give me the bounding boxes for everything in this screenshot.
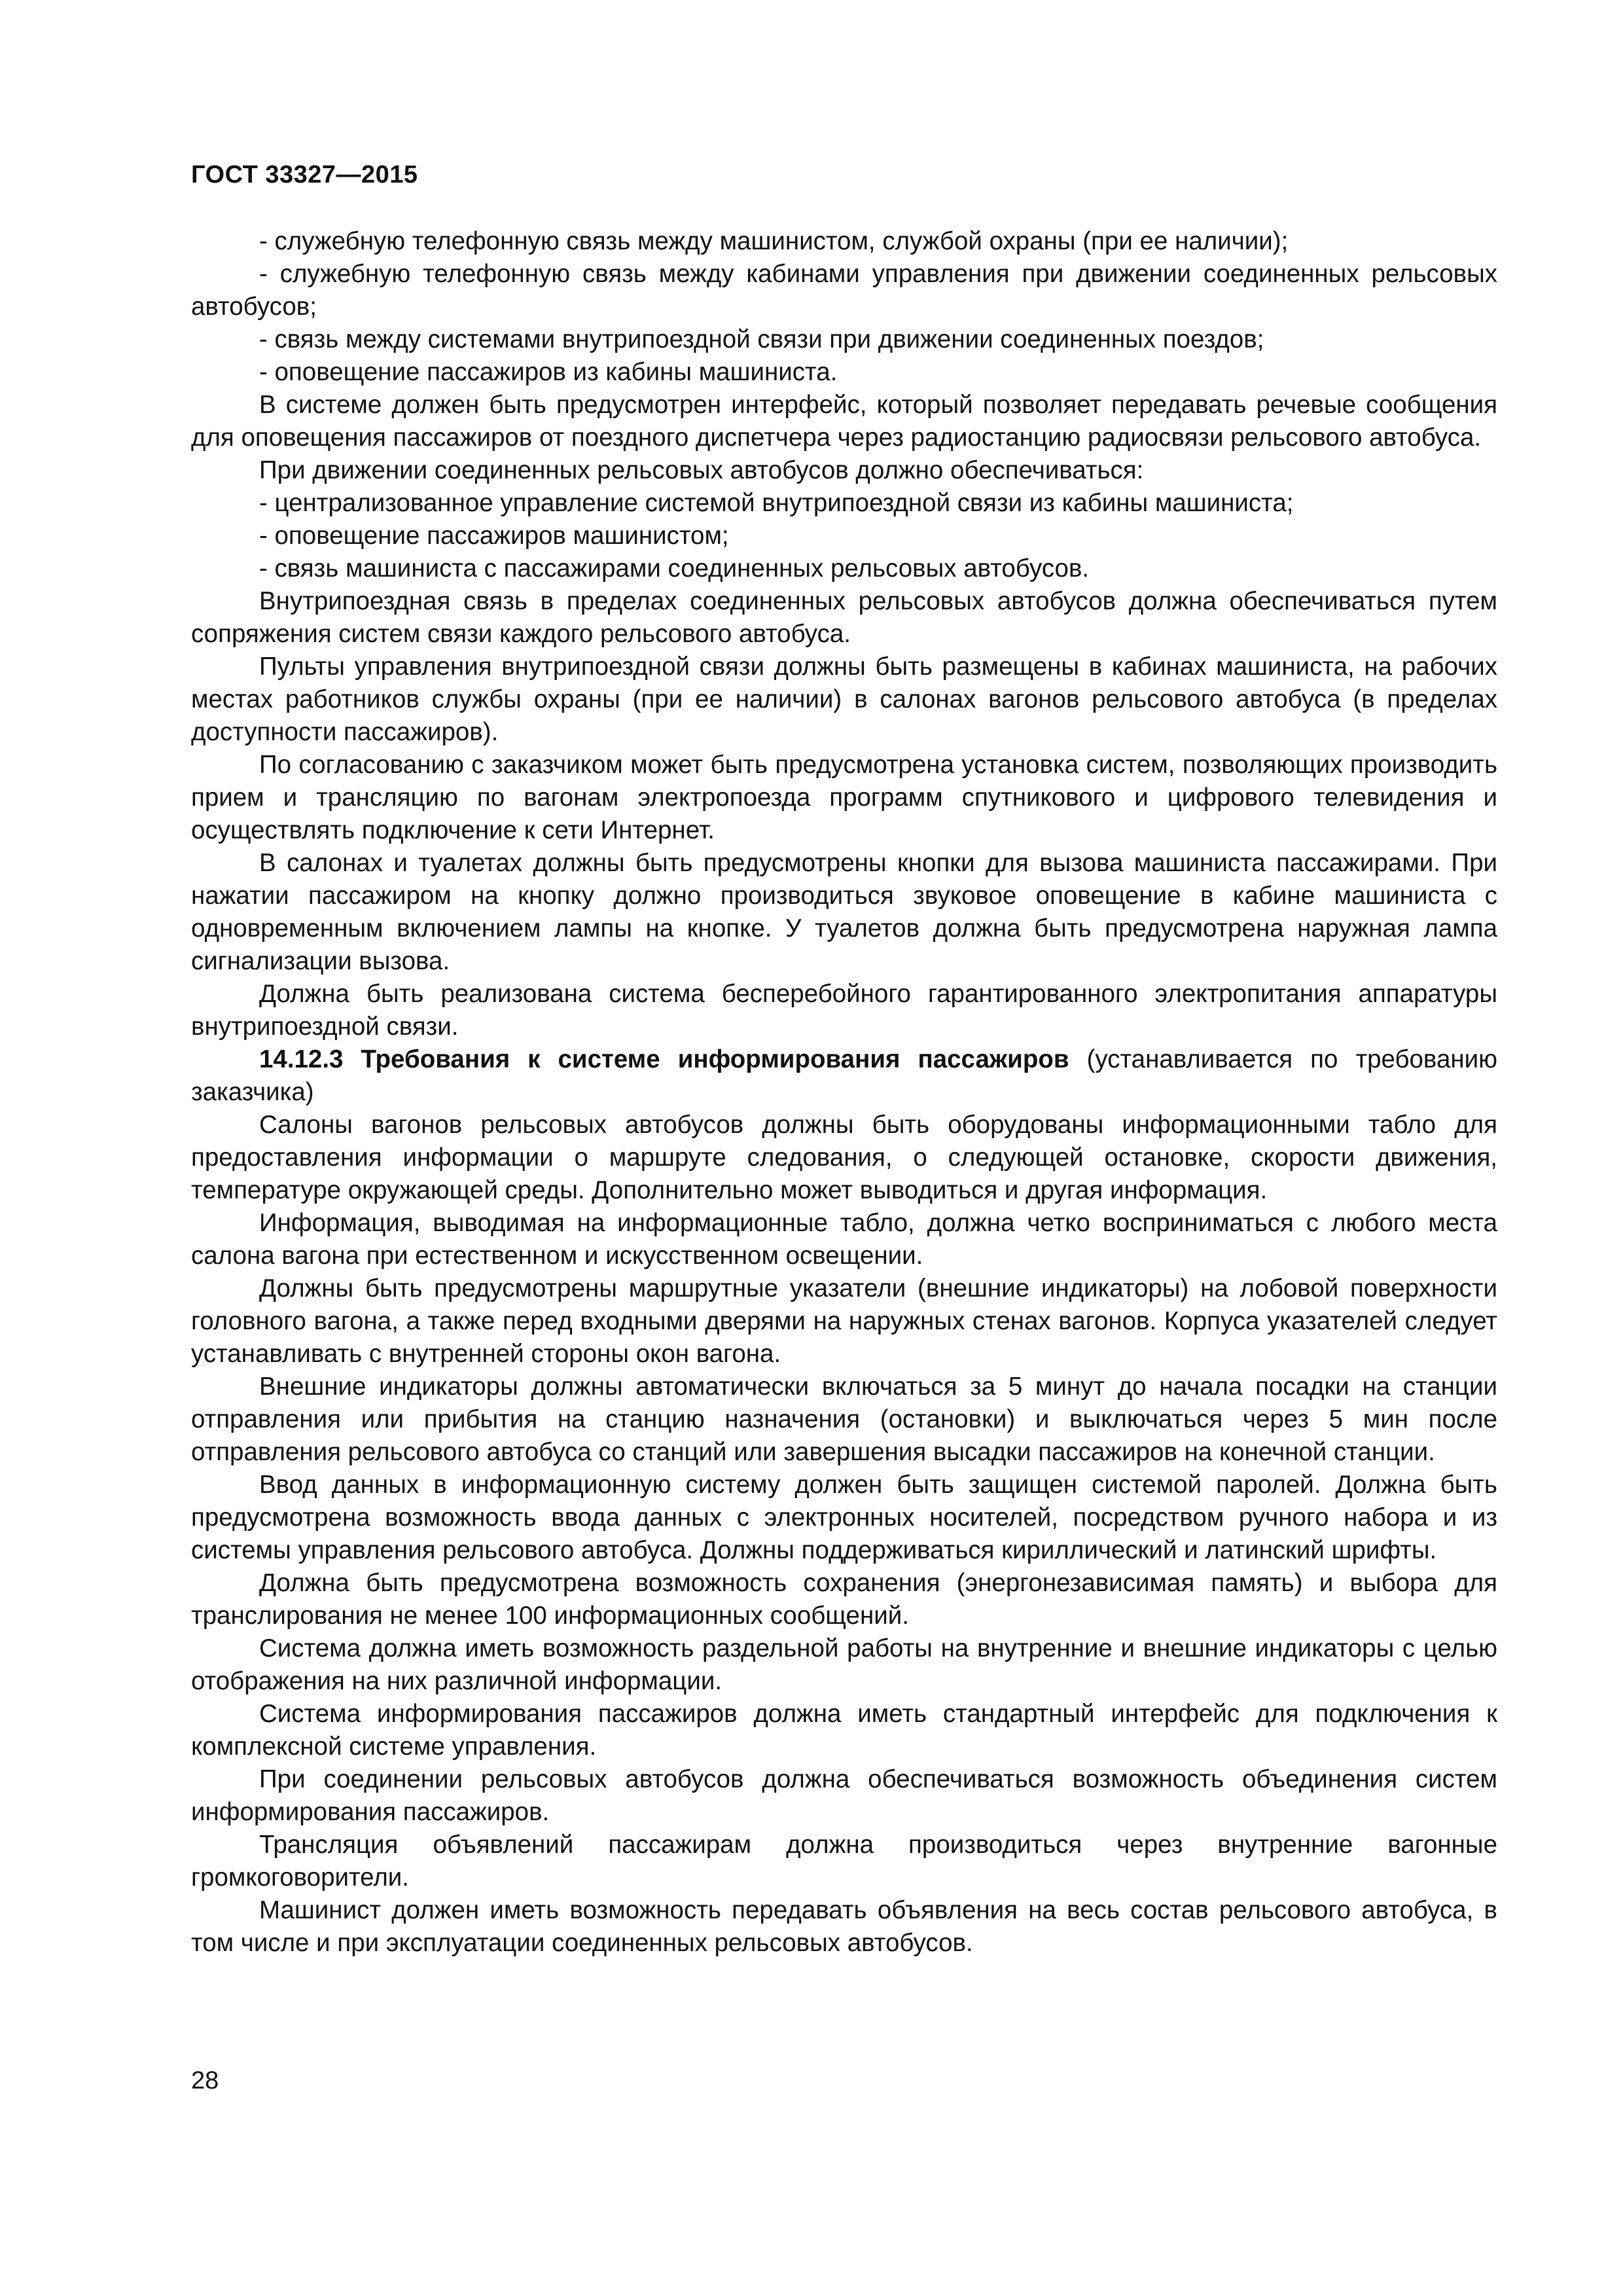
paragraph: При движении соединенных рельсовых автобусов должно обеспечиваться:: [259, 456, 1144, 484]
section-number: 14.12.3: [259, 1045, 344, 1073]
list-item: - централизованное управление системой внутрипоездной связи из кабины машиниста;: [259, 489, 1294, 517]
page-number: 28: [191, 2067, 219, 2094]
paragraph: Ввод данных в информационную систему должен быть защищен системой паролей. Должна быть предусмотрена возможность ввода данных с электронных носителей, посредством ручного набора и из системы управления рельсового автобуса. Должны поддерживаться кириллический и латинский шрифты.: [191, 1471, 1497, 1564]
section-title: Требования к системе информирования пассажиров: [361, 1045, 1069, 1073]
paragraph: Должна быть предусмотрена возможность сохранения (энергонезависимая память) и выбора для транслирования не менее 100 информационных сообщений.: [191, 1569, 1497, 1630]
section-note: (устанавливается по требованию заказчика): [191, 1045, 1498, 1106]
paragraph: Система информирования пассажиров должна иметь стандартный интерфейс для подключения к комплексной системе управления.: [191, 1700, 1497, 1761]
list-item: - связь между системами внутрипоездной связи при движении соединенных поездов;: [259, 325, 1264, 353]
list-item: - оповещение пассажиров из кабины машиниста.: [259, 358, 838, 386]
document-body: [191, 225, 1497, 1960]
paragraph: Должна быть реализована система бесперебойного гарантированного электропитания аппаратуры внутрипоездной связи.: [191, 980, 1497, 1041]
paragraph: Салоны вагонов рельсовых автобусов должны быть оборудованы информационными табло для предоставления информации о маршруте следования, о следующей остановке, скорости движения, температуре окружающей среды. Дополнительно может выводиться и другая информация.: [191, 1111, 1497, 1204]
paragraph: Пульты управления внутрипоездной связи должны быть размещены в кабинах машиниста, на рабочих местах работников службы охраны (при ее наличии) в салонах вагонов рельсового автобуса (в пределах доступности пассажиров).: [191, 653, 1497, 746]
list-item: - служебную телефонную связь между кабинами управления при движении соединенных рельсовых автобусов;: [191, 260, 1497, 321]
paragraph: Должны быть предусмотрены маршрутные указатели (внешние индикаторы) на лобовой поверхности головного вагона, а также перед входными дверями на наружных стенах вагонов. Корпуса указателей следует устанавливать с внутренней стороны окон вагона.: [191, 1274, 1497, 1368]
paragraph: Внутрипоездная связь в пределах соединенных рельсовых автобусов должна обеспечиваться путем сопряжения систем связи каждого рельсового автобуса.: [191, 587, 1497, 648]
list-item: - служебную телефонную связь между машинистом, службой охраны (при ее наличии);: [259, 227, 1289, 255]
paragraph: Информация, выводимая на информационные табло, должна четко восприниматься с любого места салона вагона при естественном и искусственном освещении.: [191, 1209, 1497, 1270]
paragraph: Машинист должен иметь возможность передавать объявления на весь состав рельсового автобуса, в том числе и при эксплуатации соединенных рельсовых автобусов.: [191, 1896, 1497, 1957]
paragraph: В салонах и туалетах должны быть предусмотрены кнопки для вызова машиниста пассажирами. При нажатии пассажиром на кнопку должно производиться звуковое оповещение в кабине машиниста с одновременным включением лампы на кнопке. У туалетов должна быть предусмотрена наружная лампа сигнализации вызова.: [191, 849, 1497, 975]
paragraph: По согласованию с заказчиком может быть предусмотрена установка систем, позволяющих производить прием и трансляцию по вагонам электропоезда программ спутникового и цифрового телевидения и осуществлять подключение к сети Интернет.: [191, 751, 1497, 844]
paragraph: Внешние индикаторы должны автоматически включаться за 5 минут до начала посадки на станции отправления или прибытия на станцию назначения (остановки) и выключаться через 5 мин после отправления рельсового автобуса со станций или завершения высадки пассажиров на конечной станции.: [191, 1372, 1497, 1466]
paragraph: В системе должен быть предусмотрен интерфейс, который позволяет передавать речевые сообщения для оповещения пассажиров от поездного диспетчера через радиостанцию радиосвязи рельсового автобуса.: [191, 391, 1497, 452]
paragraph: При соединении рельсовых автобусов должна обеспечиваться возможность объединения систем информирования пассажиров.: [191, 1765, 1497, 1826]
paragraph: Трансляция объявлений пассажирам должна производиться через внутренние вагонные громкоговорители.: [191, 1831, 1497, 1892]
document-header: ГОСТ 33327—2015: [191, 161, 418, 188]
section-heading: [191, 1043, 1497, 1109]
list-item: - оповещение пассажиров машинистом;: [259, 522, 729, 550]
list-item: - связь машиниста с пассажирами соединенных рельсовых автобусов.: [259, 554, 1090, 583]
paragraph: Система должна иметь возможность раздельной работы на внутренние и внешние индикаторы с целью отображения на них различной информации.: [191, 1634, 1497, 1695]
